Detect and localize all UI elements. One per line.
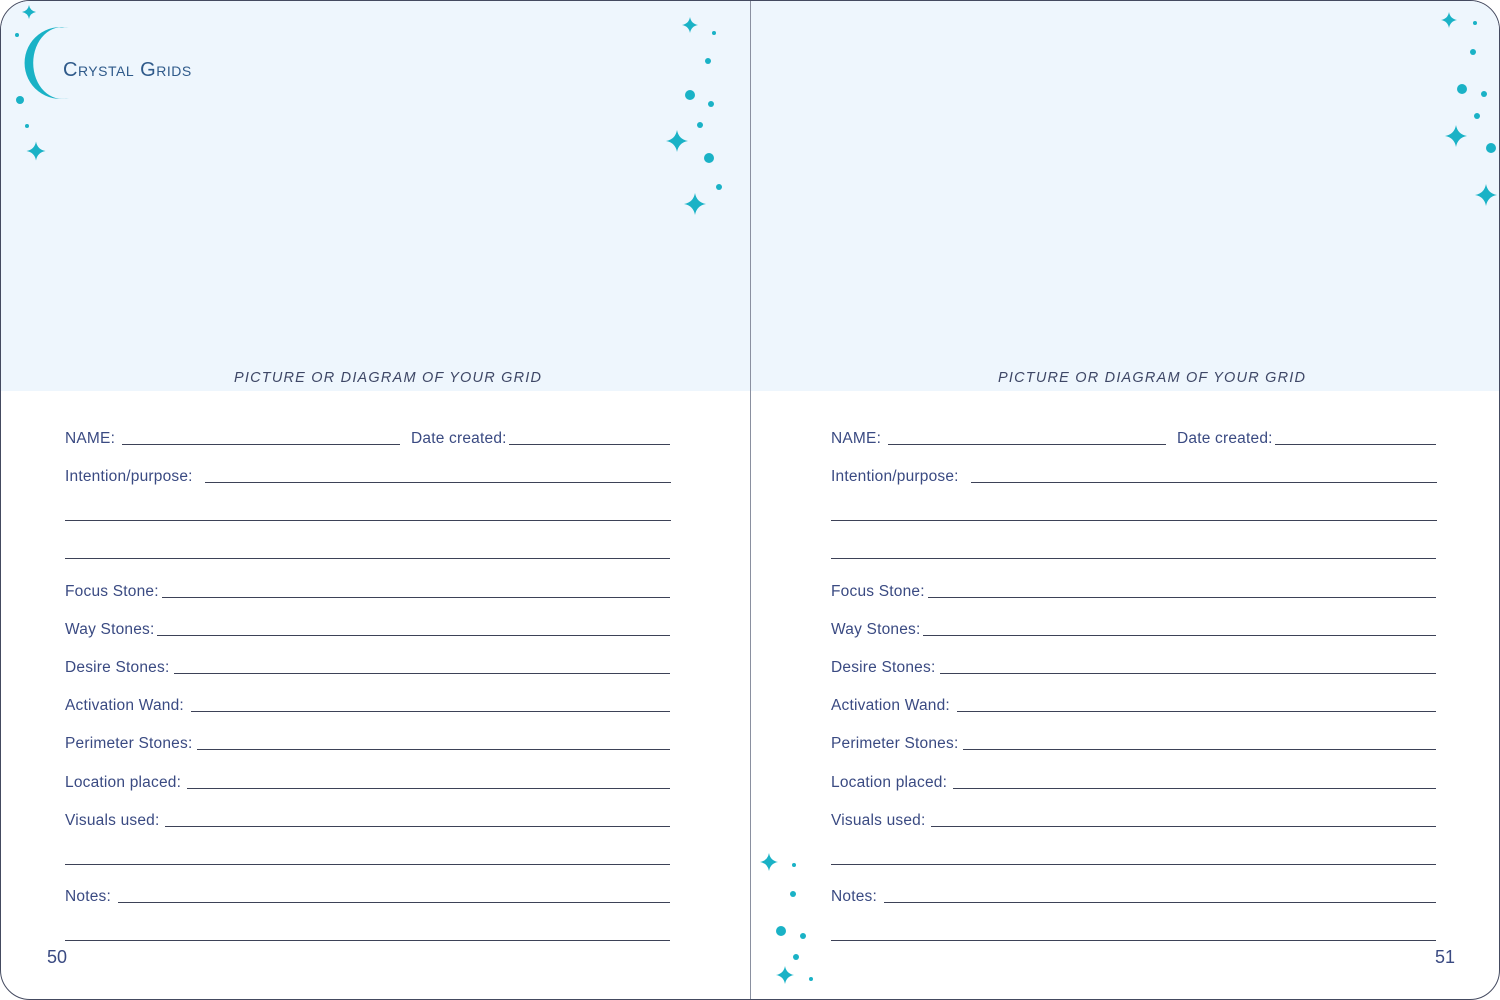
perimeter-stones-line[interactable] <box>963 749 1436 750</box>
section-title: Crystal Grids <box>63 59 192 81</box>
name-line[interactable] <box>888 444 1166 445</box>
visuals-used-label: Visuals used: <box>65 812 160 829</box>
location-placed-line[interactable] <box>187 788 670 789</box>
notes-line[interactable] <box>884 902 1436 903</box>
page-number: 50 <box>47 947 68 967</box>
perimeter-stones-label: Perimeter Stones: <box>65 735 193 752</box>
notes-line-2[interactable] <box>831 940 1436 941</box>
visuals-used-line[interactable] <box>165 826 670 827</box>
visuals-used-line-2[interactable] <box>65 864 670 865</box>
right-page <box>751 1 1499 999</box>
location-placed-line[interactable] <box>953 788 1436 789</box>
diagram-caption: PICTURE OR DIAGRAM OF YOUR GRID <box>998 370 1307 386</box>
visuals-used-line-2[interactable] <box>831 864 1436 865</box>
visuals-used-label: Visuals used: <box>831 812 926 829</box>
intention-label: Intention/purpose: <box>65 468 193 485</box>
date-created-line[interactable] <box>509 444 670 445</box>
focus-stone-line[interactable] <box>162 597 670 598</box>
location-placed-label: Location placed: <box>831 774 948 791</box>
left-page <box>1 1 750 999</box>
activation-wand-line[interactable] <box>191 711 670 712</box>
focus-stone-label: Focus Stone: <box>65 583 159 600</box>
notes-line[interactable] <box>118 902 670 903</box>
perimeter-stones-line[interactable] <box>197 749 670 750</box>
desire-stones-label: Desire Stones: <box>831 659 936 676</box>
desire-stones-line[interactable] <box>940 673 1436 674</box>
date-created-line[interactable] <box>1275 444 1436 445</box>
name-label: NAME: <box>65 430 116 447</box>
activation-wand-line[interactable] <box>957 711 1436 712</box>
intention-line-2[interactable] <box>831 520 1437 521</box>
intention-line-2[interactable] <box>65 520 671 521</box>
way-stones-line[interactable] <box>923 635 1436 636</box>
name-line[interactable] <box>122 444 400 445</box>
notes-label: Notes: <box>65 888 111 905</box>
intention-line[interactable] <box>971 482 1437 483</box>
way-stones-line[interactable] <box>157 635 670 636</box>
desire-stones-line[interactable] <box>174 673 670 674</box>
way-stones-label: Way Stones: <box>65 621 155 638</box>
page-number: 51 <box>1435 947 1456 967</box>
activation-wand-label: Activation Wand: <box>831 697 950 714</box>
desire-stones-label: Desire Stones: <box>65 659 170 676</box>
name-label: NAME: <box>831 430 882 447</box>
perimeter-stones-label: Perimeter Stones: <box>831 735 959 752</box>
grid-diagram-area[interactable] <box>751 1 1499 391</box>
visuals-used-line[interactable] <box>931 826 1436 827</box>
intention-line-3[interactable] <box>831 558 1436 559</box>
intention-line-3[interactable] <box>65 558 670 559</box>
notes-line-2[interactable] <box>65 940 670 941</box>
focus-stone-label: Focus Stone: <box>831 583 925 600</box>
focus-stone-line[interactable] <box>928 597 1436 598</box>
activation-wand-label: Activation Wand: <box>65 697 184 714</box>
date-created-label: Date created: <box>411 430 507 447</box>
notes-label: Notes: <box>831 888 877 905</box>
location-placed-label: Location placed: <box>65 774 182 791</box>
diagram-caption: PICTURE OR DIAGRAM OF YOUR GRID <box>234 370 543 386</box>
date-created-label: Date created: <box>1177 430 1273 447</box>
way-stones-label: Way Stones: <box>831 621 921 638</box>
intention-line[interactable] <box>205 482 671 483</box>
intention-label: Intention/purpose: <box>831 468 959 485</box>
